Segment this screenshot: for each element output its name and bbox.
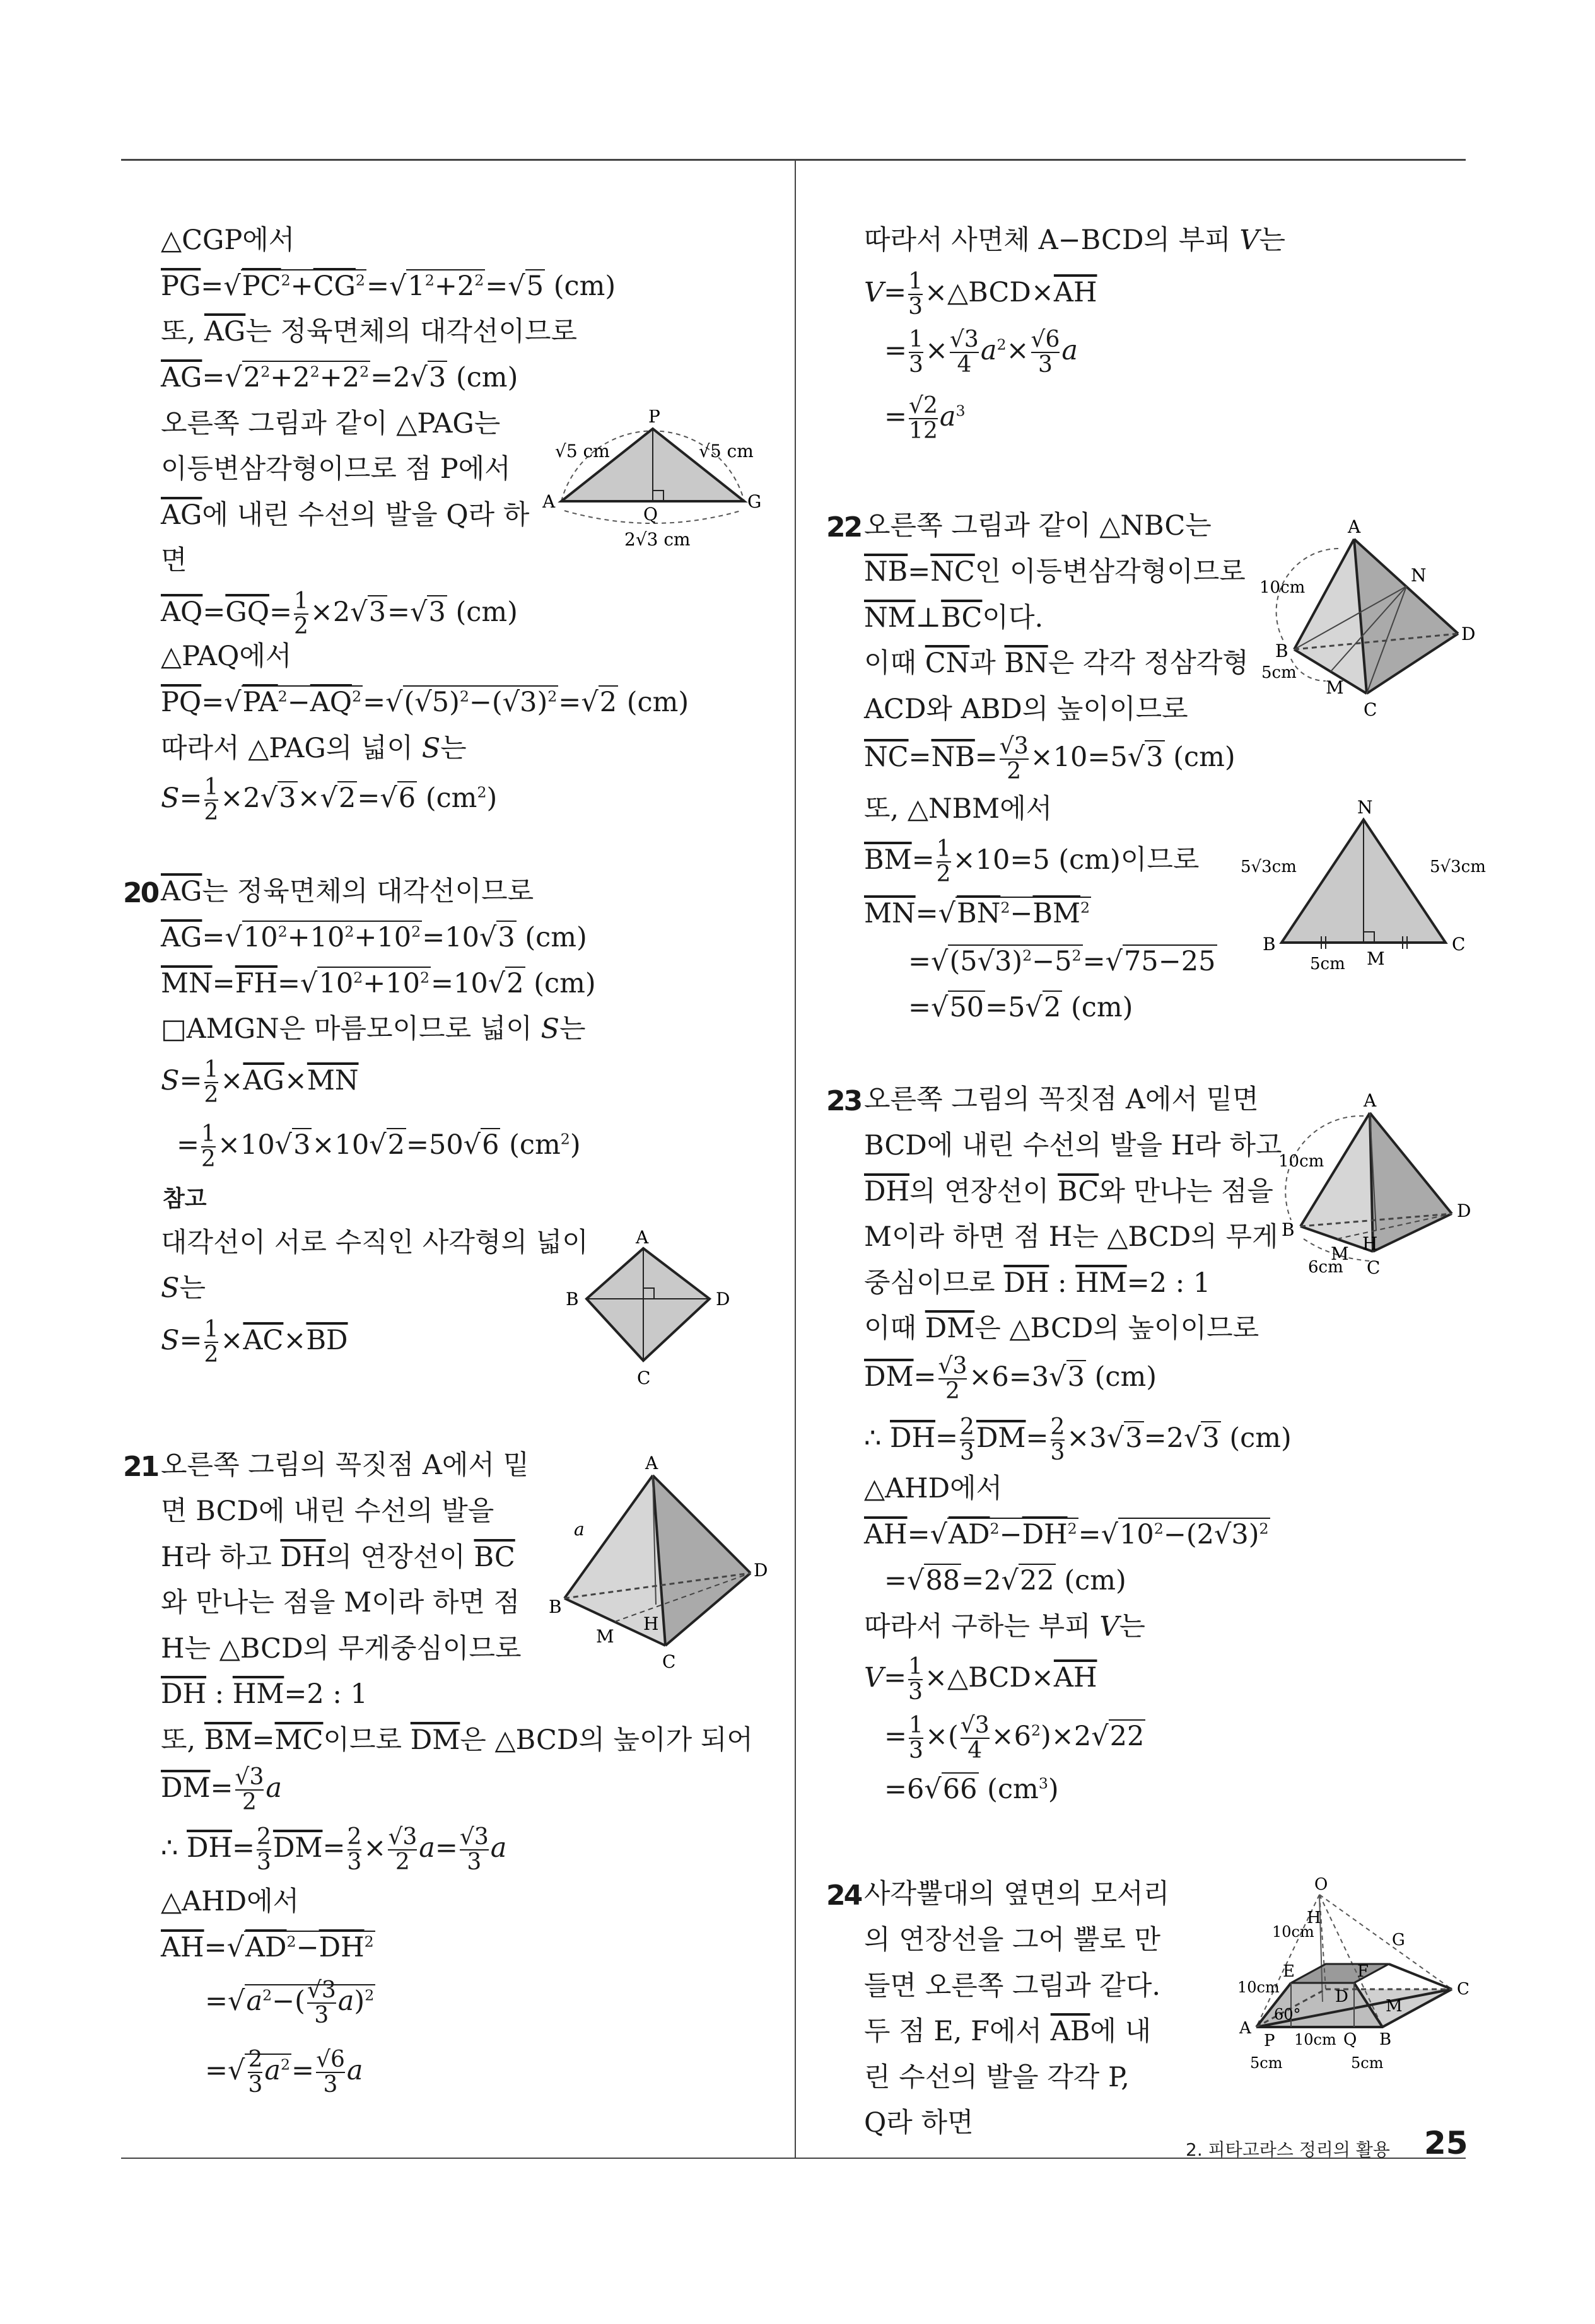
p19-line8: 면 <box>161 545 187 576</box>
p21-line2: 면 BCD에 내린 수선의 발을 <box>161 1496 494 1527</box>
p22-line3: $\overline{NM}\perp\overline{BC}$이다. <box>864 602 1044 634</box>
p23-line10: $\overline{AH}=√AD^2-\overline{DH}^2=√10^2-(2√3)^2$ <box>864 1519 1269 1550</box>
svg-text:M: M <box>1331 1243 1349 1264</box>
p19-line12: 따라서 △PAG의 넓이 S는 <box>161 733 467 764</box>
p21c-line4: = $\frac{√2}{12}$ $a^3$ <box>884 393 966 444</box>
p21-line8: $\overline{DM}=$ $\frac{√3}{2}$ a <box>161 1764 283 1815</box>
svg-text:H: H <box>643 1613 659 1634</box>
svg-text:N: N <box>1411 565 1427 586</box>
svg-text:F: F <box>1357 1962 1369 1981</box>
p23-line12: 따라서 구하는 부피 V는 <box>864 1611 1145 1642</box>
p20-line2: $\overline{AG}=√10^2+10^2+10^2=10√3$ (cm) <box>161 922 587 953</box>
svg-text:60°: 60° <box>1274 2006 1301 2023</box>
svg-text:10cm: 10cm <box>1272 1923 1314 1941</box>
p20-line4: □AMGN은 마름모이므로 넓이 S는 <box>161 1013 586 1045</box>
p23-line1: 오른쪽 그림의 꼭짓점 A에서 밑면 <box>864 1084 1259 1115</box>
p24-line3: 들면 오른쪽 그림과 같다. <box>864 1970 1161 2002</box>
svg-text:E: E <box>1283 1962 1295 1981</box>
p19-line7: $\overline{AG}$에 내린 수선의 발을 Q라 하 <box>161 499 530 531</box>
svg-text:5cm: 5cm <box>1250 2054 1283 2072</box>
p19-line6: 이등변삼각형이므로 점 P에서 <box>161 453 511 485</box>
svg-text:A: A <box>1348 516 1361 537</box>
p22-line1: 오른쪽 그림과 같이 △NBC는 <box>864 510 1212 542</box>
p23-line5: 중심이므로 $\overline{DH}$ : $\overline{HM}=2$ : 1 <box>864 1267 1211 1299</box>
svg-text:10cm: 10cm <box>1259 578 1306 597</box>
p21-line9: ∴ $\overline{DH}=$ $\frac{2}{3}$ $\overline{DM}=$ $\frac{2}{3}$ × $\frac{√3}{2}$ a= $\frac{√3}{3}$ a <box>161 1824 507 1875</box>
p21-line6: $\overline{DH}$ : $\overline{HM}=2$ : 1 <box>161 1678 368 1710</box>
p23-line13: V= $\frac{1}{3}$ $\times\triangle BCD\times\overline{AH}$ <box>864 1654 1097 1705</box>
svg-text:5cm: 5cm <box>1351 2054 1384 2072</box>
p19-line11: $\overline{PQ}=√PA^2-\overline{AQ}^2=√(√5)^2-(√3)^2=√2$ (cm) <box>161 687 689 718</box>
p20-line6: = $\frac{1}{2}$ ×10√3×10√2=50√6 $(cm^2)$ <box>177 1121 581 1172</box>
p20-line3: $\overline{MN}=\overline{FH}=√10^2+10^2=10√2$ (cm) <box>161 968 596 999</box>
svg-text:a: a <box>574 1519 585 1540</box>
svg-text:D: D <box>1335 1987 1348 2006</box>
svg-text:A: A <box>636 1229 649 1248</box>
p23-line6: 이때 $\overline{DM}$은 △BCD의 높이이므로 <box>864 1313 1259 1344</box>
problem-number-24: 24 <box>826 1880 862 1912</box>
problem-number-20: 20 <box>123 877 158 909</box>
svg-text:Q: Q <box>1343 2030 1357 2049</box>
p23-line7: $\overline{DM}=$ $\frac{√3}{2}$ ×6=3√3 (cm) <box>864 1353 1157 1404</box>
p21-line1: 오른쪽 그림의 꼭짓점 A에서 밑 <box>161 1450 530 1481</box>
svg-text:M: M <box>1386 1997 1403 2016</box>
svg-text:B: B <box>1379 2030 1392 2049</box>
p24-line1: 사각뿔대의 옆면의 모서리 <box>864 1878 1170 1910</box>
p23-line15: =6√66 $(cm^3)$ <box>884 1774 1059 1805</box>
p22-line11: =√50=5√2 (cm) <box>908 992 1133 1023</box>
svg-text:√5 cm: √5 cm <box>555 441 610 462</box>
p23-line2: BCD에 내린 수선의 발을 H라 하고 <box>864 1130 1282 1161</box>
p19-line10: △PAQ에서 <box>161 641 292 672</box>
p20-line1: $\overline{AG}$는 정육면체의 대각선이므로 <box>161 876 534 907</box>
svg-text:2√3 cm: 2√3 cm <box>624 529 691 550</box>
svg-text:P: P <box>648 410 660 427</box>
p23-line11: =√88=2√22 (cm) <box>884 1565 1126 1596</box>
tetrahedron-abcd-figure <box>542 1450 769 1683</box>
p22-line5: ACD와 ABD의 높이이므로 <box>864 694 1188 725</box>
svg-text:B: B <box>1263 934 1276 955</box>
svg-text:B: B <box>1275 641 1288 661</box>
svg-text:B: B <box>1282 1219 1295 1240</box>
p21c-line3: = $\frac{1}{3}$ × $\frac{√3}{4}$ $a^2\times$ $\frac{√6}{3}$ a <box>884 327 1078 378</box>
svg-text:5cm: 5cm <box>1310 955 1345 973</box>
svg-text:√5 cm: √5 cm <box>699 441 754 462</box>
left-column <box>0 0 795 2324</box>
p22-line10: $=√(5√3)^2-5^2=√75-25$ <box>908 946 1216 977</box>
p22-line9: $\overline{MN}=√BN^2-\overline{BM}^2$ <box>864 898 1090 929</box>
triangle-nbc-figure <box>1237 791 1490 974</box>
svg-text:H: H <box>1362 1233 1378 1254</box>
p24-line5: 린 수선의 발을 각각 P, <box>864 2062 1130 2093</box>
p19-line4: $\overline{AG}=√2^2+2^2+2^2=2√3$ (cm) <box>161 362 518 393</box>
svg-text:5cm: 5cm <box>1261 663 1297 682</box>
p22-line7: 또, △NBM에서 <box>864 793 1053 825</box>
problem-number-23: 23 <box>826 1085 862 1117</box>
svg-text:5√3cm: 5√3cm <box>1241 857 1297 876</box>
p21-line12: $=√a^2-$( $\frac{√3}{3}$ a)$^2$ <box>205 1977 375 2028</box>
svg-text:G: G <box>1392 1931 1405 1949</box>
p23-line4: M이라 하면 점 H는 △BCD의 무게 <box>864 1221 1278 1253</box>
svg-text:10cm: 10cm <box>1237 1978 1280 1996</box>
svg-text:D: D <box>754 1560 768 1581</box>
p21c-line2: V= $\frac{1}{3}$ $\times\triangle BCD\times\overline{AH}$ <box>864 269 1097 320</box>
p19-line3: 또, $\overline{AG}$는 정육면체의 대각선이므로 <box>161 316 578 347</box>
svg-text:D: D <box>1457 1200 1471 1221</box>
p22-line8: $\overline{BM}=$ $\frac{1}{2}$ ×10=5 (cm)이므로 <box>864 836 1200 887</box>
svg-text:C: C <box>1364 699 1377 720</box>
svg-text:C: C <box>1457 1980 1469 1999</box>
svg-text:10cm: 10cm <box>1294 2031 1336 2048</box>
p19-line13: S= $\frac{1}{2}$ ×2√3×√2=√6 $(cm^2)$ <box>161 774 498 825</box>
p23-line3: $\overline{DH}$의 연장선이 $\overline{BC}$와 만나는 점을 <box>864 1176 1273 1207</box>
svg-text:5√3cm: 5√3cm <box>1430 857 1486 876</box>
p19-line1: △CGP에서 <box>161 224 295 256</box>
svg-text:N: N <box>1357 797 1373 818</box>
svg-text:C: C <box>637 1368 651 1388</box>
p24-line2: 의 연장선을 그어 뿔로 만 <box>864 1924 1161 1956</box>
p23-line8: ∴ $\overline{DH}=$ $\frac{2}{3}$ $\overline{DM}=$ $\frac{2}{3}$ ×3√3=2√3 (cm) <box>864 1414 1292 1465</box>
p21-line10: △AHD에서 <box>161 1886 300 1917</box>
svg-text:Q: Q <box>643 504 658 525</box>
svg-text:6cm: 6cm <box>1308 1258 1343 1277</box>
page-number: 25 <box>1424 2125 1468 2161</box>
svg-text:10cm: 10cm <box>1278 1152 1324 1171</box>
p23-line9: △AHD에서 <box>864 1473 1003 1504</box>
svg-text:C: C <box>1367 1257 1381 1278</box>
pyramid-frustum-figure <box>1174 1876 1483 2077</box>
p21-line5: H는 △BCD의 무게중심이므로 <box>161 1633 522 1665</box>
svg-text:A: A <box>1239 2019 1251 2038</box>
tetrahedron-n-figure <box>1256 511 1483 725</box>
svg-text:A: A <box>542 491 556 512</box>
p21-line13: =√ $\frac{2}{3}$ $a^2=$ $\frac{√6}{3}$ a <box>205 2047 363 2098</box>
svg-text:P: P <box>1264 2031 1275 2050</box>
p22-line4: 이때 $\overline{CN}$과 $\overline{BN}$은 각각 정삼각형 <box>864 648 1249 679</box>
p19-line2: $\overline{PG}=√PC^2+\overline{CG}^2=√1^2+2^2=√5$ (cm) <box>161 270 616 302</box>
p19-line9: $\overline{AQ}=\overline{GQ}=$ $\frac{1}{2}$ ×2√3=√3 (cm) <box>161 588 518 639</box>
p23-line14: = $\frac{1}{3}$ ×( $\frac{√3}{4}$ $\times 6^2)\times 2√22$ <box>884 1712 1145 1763</box>
p21-line3: H라 하고 $\overline{DH}$의 연장선이 $\overline{BC}$ <box>161 1542 515 1573</box>
p20-reference-label: 참고 <box>163 1186 207 1212</box>
p22-line2: $\overline{NB}=\overline{NC}$인 이등변삼각형이므로 <box>864 556 1246 588</box>
p19-line5: 오른쪽 그림과 같이 △PAG는 <box>161 408 501 439</box>
right-column <box>796 0 1595 2324</box>
svg-text:B: B <box>566 1289 579 1310</box>
p20-ref-line2: S는 <box>161 1272 206 1304</box>
p20-line5: S= $\frac{1}{2}$ $\times\overline{AG}\times\overline{MN}$ <box>161 1057 359 1108</box>
svg-text:D: D <box>1461 624 1476 644</box>
p20-ref-line1: 대각선이 서로 수직인 사각형의 넓이 <box>161 1227 588 1258</box>
p21-line7: 또, $\overline{BM}=\overline{MC}$이므로 $\overline{DM}$은 △BCD의 높이가 되어 <box>161 1724 753 1756</box>
triangle-pag-figure <box>542 410 763 555</box>
svg-text:M: M <box>1326 677 1344 698</box>
svg-text:B: B <box>549 1596 562 1617</box>
p21c-line1: 따라서 사면체 A−BCD의 부피 V는 <box>864 224 1285 256</box>
svg-text:M: M <box>596 1626 614 1647</box>
svg-text:A: A <box>1364 1090 1377 1111</box>
p24-line6: Q라 하면 <box>864 2107 974 2139</box>
p20-ref-line3: S= $\frac{1}{2}$ $\times\overline{AC}\times\overline{BD}$ <box>161 1316 348 1368</box>
tetrahedron-h-figure <box>1269 1084 1477 1293</box>
svg-text:O: O <box>1314 1876 1328 1894</box>
svg-text:C: C <box>1452 934 1466 955</box>
p24-line4: 두 점 E, F에서 $\overline{AB}$에 내 <box>864 2016 1152 2047</box>
problem-number-21: 21 <box>123 1451 158 1483</box>
svg-text:G: G <box>747 491 762 512</box>
rhombus-abcd-figure <box>561 1229 763 1393</box>
problem-number-22: 22 <box>826 511 862 543</box>
footer-section-title: 2. 피타고라스 정리의 활용 <box>1186 2139 1390 2160</box>
p22-line6: $\overline{NC}=\overline{NB}=$ $\frac{√3}{2}$ ×10=5√3 (cm) <box>864 733 1236 784</box>
svg-text:H: H <box>1307 1909 1321 1927</box>
p21-line4: 와 만나는 점을 M이라 하면 점 <box>161 1587 520 1618</box>
svg-text:A: A <box>645 1453 658 1473</box>
svg-text:M: M <box>1367 948 1385 969</box>
svg-text:D: D <box>716 1289 730 1310</box>
svg-text:C: C <box>662 1651 676 1672</box>
p21-line11: $\overline{AH}=√AD^2-\overline{DH}^2$ <box>161 1932 374 1963</box>
